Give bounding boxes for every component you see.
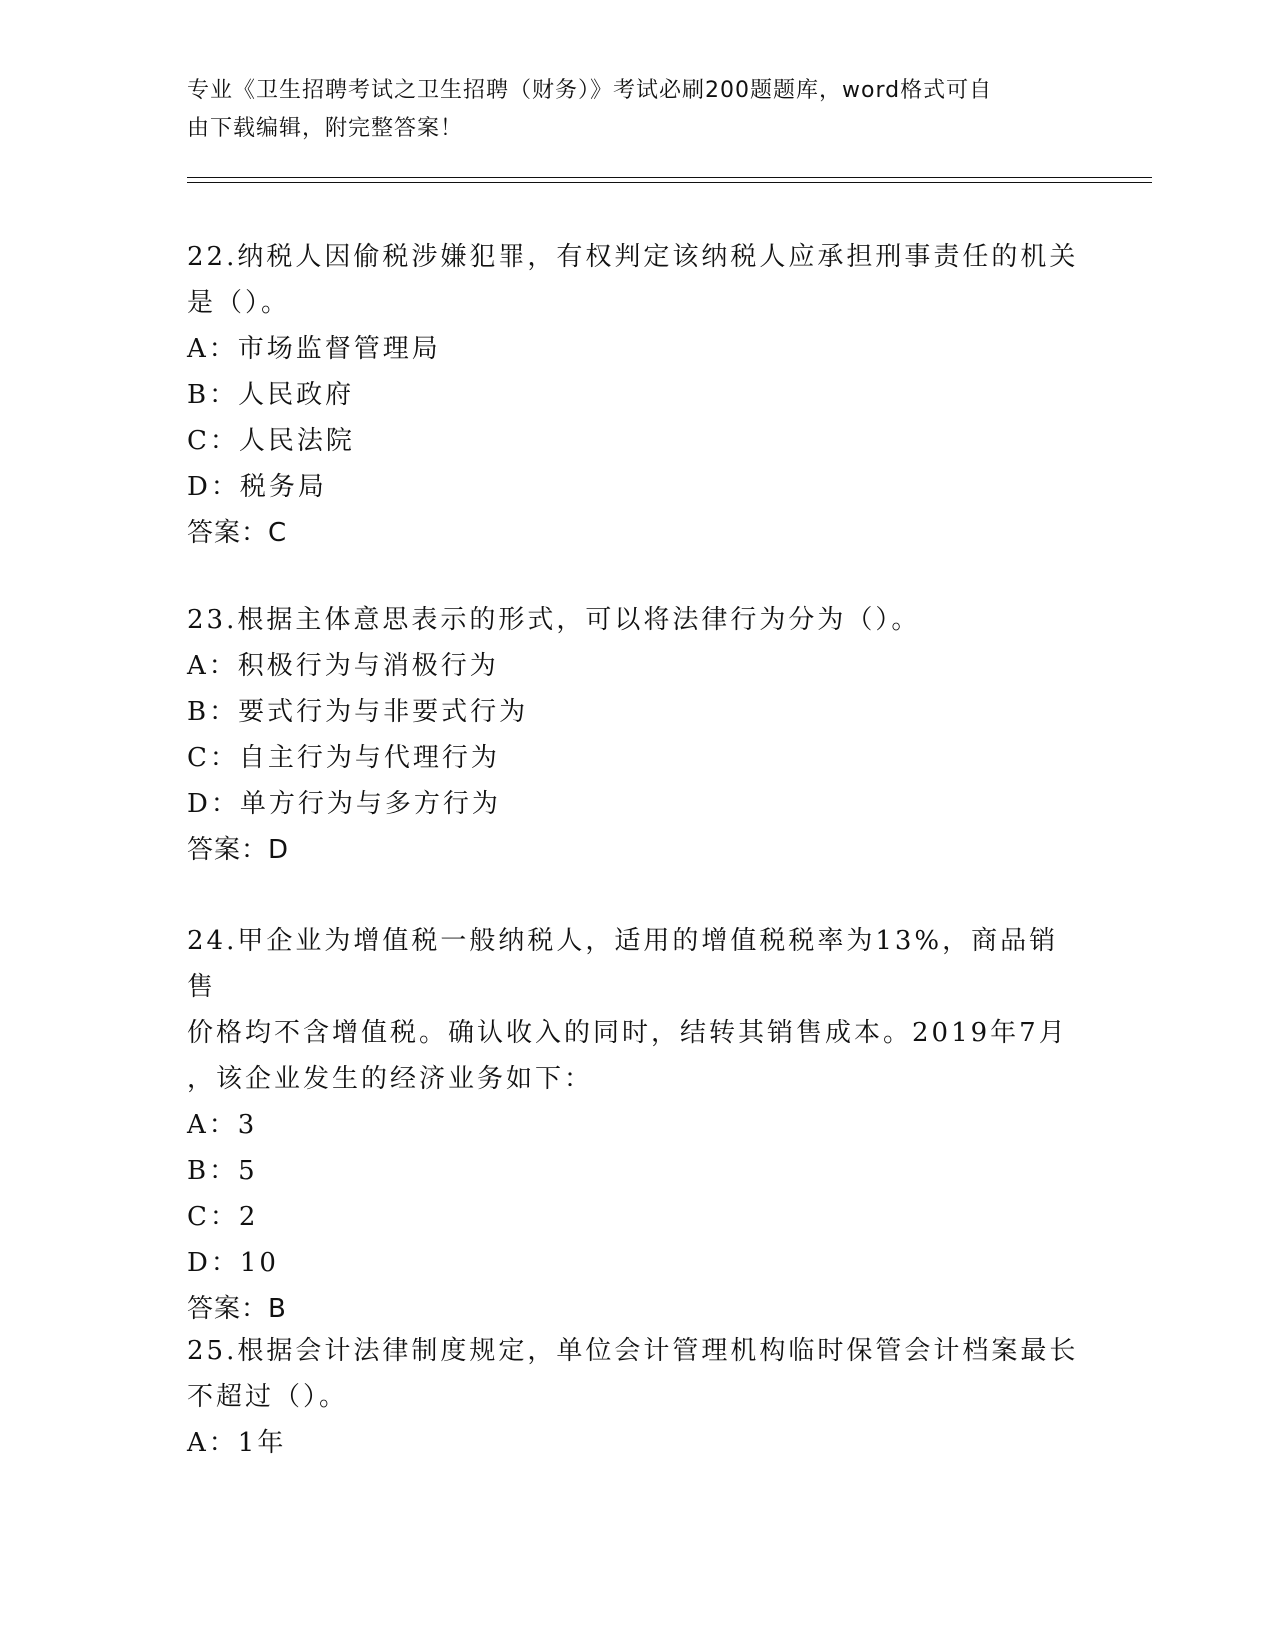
option-d: D：单方行为与多方行为	[187, 789, 501, 819]
option-b: B：人民政府	[187, 380, 355, 410]
option-b: B：5	[187, 1156, 258, 1186]
question-stem-line: 25.根据会计法律制度规定，单位会计管理机构临时保管会计档案最长	[187, 1336, 1079, 1366]
answer-line: 答案：C	[187, 518, 288, 548]
question-22	[187, 234, 1087, 556]
option-a: A：市场监督管理局	[187, 334, 441, 364]
option-d: D：10	[187, 1248, 279, 1278]
question-stem-line: 22.纳税人因偷税涉嫌犯罪，有权判定该纳税人应承担刑事责任的机关	[187, 242, 1079, 272]
option-b: B：要式行为与非要式行为	[187, 697, 529, 727]
header-line: 由下载编辑，附完整答案！	[187, 116, 464, 141]
document-header	[187, 72, 1067, 148]
option-a: A：1年	[187, 1428, 287, 1458]
option-c: C：2	[187, 1202, 259, 1232]
option-a: A：3	[187, 1110, 258, 1140]
question-24	[187, 918, 1087, 1332]
question-stem-line: 是（）。	[187, 288, 291, 318]
question-stem-line: 价格均不含增值税。确认收入的同时，结转其销售成本。2019年7月	[187, 1018, 1068, 1048]
question-stem-line: 23.根据主体意思表示的形式，可以将法律行为分为（）。	[187, 605, 921, 635]
option-a: A：积极行为与消极行为	[187, 651, 499, 681]
answer-line: 答案：D	[187, 835, 290, 865]
question-stem-line: 24.甲企业为增值税一般纳税人，适用的增值税税率为13%，商品销售	[187, 926, 1059, 1002]
header-divider	[187, 177, 1152, 178]
option-d: D：税务局	[187, 472, 327, 502]
question-23	[187, 597, 1087, 873]
question-stem-line: ，该企业发生的经济业务如下：	[187, 1064, 594, 1094]
question-25	[187, 1328, 1087, 1466]
header-line: 专业《卫生招聘考试之卫生招聘（财务）》考试必刷200题题库，word格式可自	[187, 78, 993, 103]
question-stem-line: 不超过（）。	[187, 1382, 349, 1412]
answer-line: 答案：B	[187, 1294, 287, 1324]
option-c: C：自主行为与代理行为	[187, 743, 500, 773]
header-divider	[187, 182, 1152, 183]
option-c: C：人民法院	[187, 426, 355, 456]
